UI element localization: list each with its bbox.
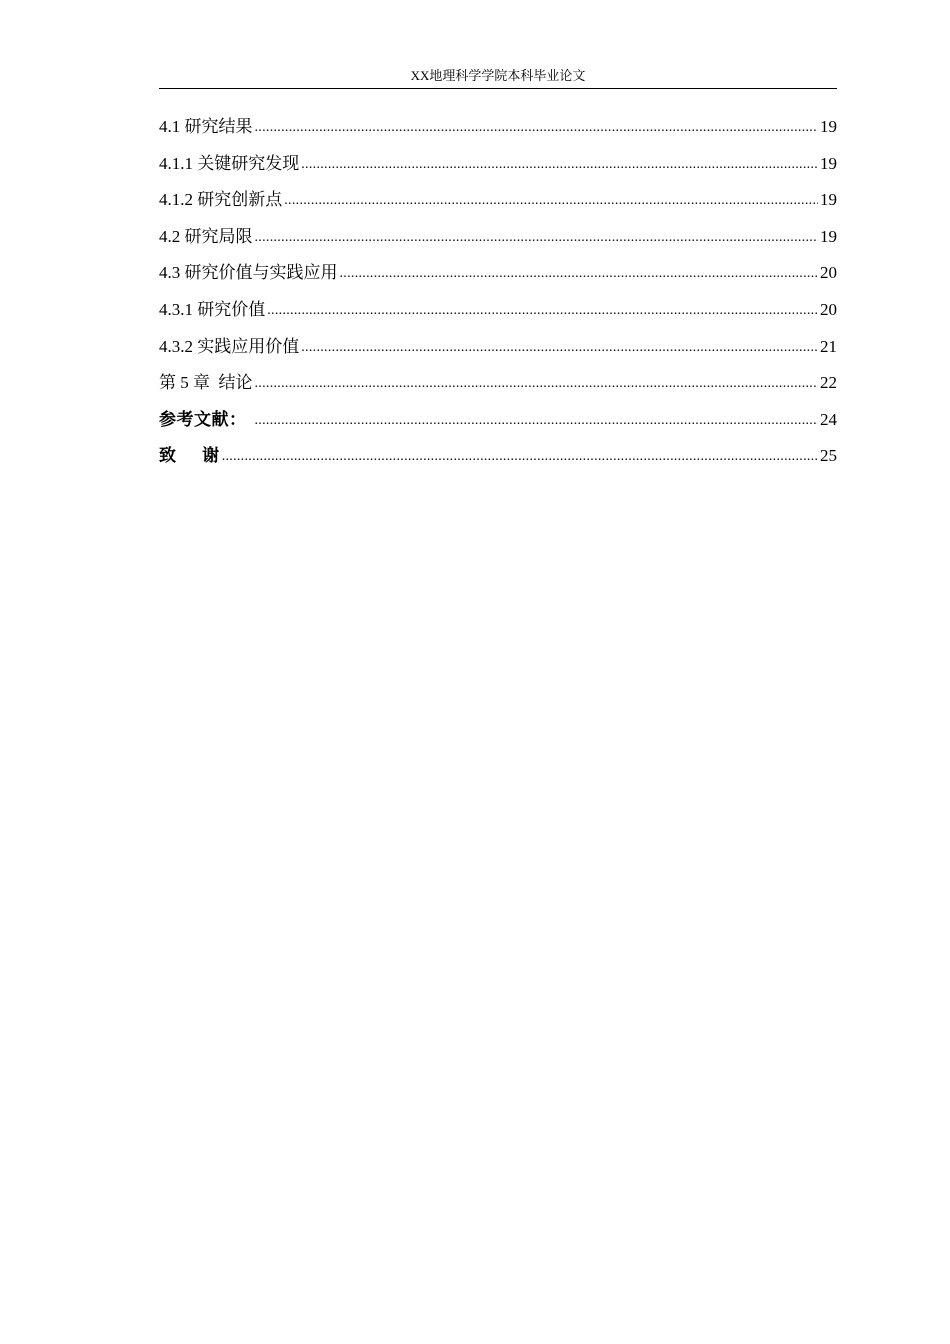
toc-entry-label: 4.2 研究局限 [159, 226, 253, 246]
page-header [159, 66, 837, 89]
header-title: XX地理科学学院本科毕业论文 [410, 68, 586, 83]
toc-leader-dots [255, 110, 819, 147]
toc-entry-label: 4.1 研究结果 [159, 117, 253, 136]
toc-entry-4-1[interactable] [159, 109, 837, 146]
toc-entry-label: 参考文献： [159, 409, 247, 430]
toc-entry-label: 4.1.1 关键研究发现 [159, 153, 300, 173]
toc-entry-acknowledgements[interactable] [159, 438, 837, 475]
toc-leader-dots [222, 439, 818, 476]
toc-leader-dots [340, 256, 819, 293]
toc-entry-page: 20 [820, 263, 837, 283]
toc-entry-label: 4.1.2 研究创新点 [159, 190, 283, 210]
toc-entry-4-1-2[interactable] [159, 182, 837, 219]
toc-entry-page: 19 [820, 117, 837, 136]
toc-leader-dots [284, 183, 818, 220]
toc-leader-dots [255, 220, 819, 257]
toc-entry-4-3-1[interactable] [159, 292, 837, 329]
toc-entry-references[interactable] [159, 402, 837, 439]
toc-entry-chapter-5[interactable] [159, 365, 837, 402]
table-of-contents [159, 109, 837, 475]
toc-entry-page: 24 [820, 409, 837, 429]
toc-entry-page: 25 [820, 446, 837, 466]
toc-leader-dots [255, 403, 819, 440]
toc-leader-dots [267, 293, 818, 330]
toc-entry-page: 22 [820, 373, 837, 393]
toc-entry-label: 第 5 章 结论 [159, 373, 253, 393]
toc-entry-label: 4.3.1 研究价值 [159, 299, 266, 319]
toc-leader-dots [255, 366, 819, 403]
toc-entry-page: 19 [820, 153, 837, 173]
toc-leader-dots [301, 330, 818, 367]
toc-entry-4-1-1[interactable] [159, 146, 837, 183]
toc-entry-page: 19 [820, 226, 837, 246]
toc-entry-page: 20 [820, 299, 837, 319]
toc-entry-4-3-2[interactable] [159, 329, 837, 366]
toc-entry-label: 4.3 研究价值与实践应用 [159, 263, 338, 283]
toc-entry-label: 致 谢 [159, 446, 220, 467]
toc-leader-dots [301, 147, 818, 184]
toc-entry-page: 21 [820, 336, 837, 356]
toc-entry-4-2[interactable] [159, 219, 837, 256]
toc-entry-label: 4.3.2 实践应用价值 [159, 336, 300, 356]
toc-entry-4-3[interactable] [159, 255, 837, 292]
toc-entry-page: 19 [820, 190, 837, 210]
